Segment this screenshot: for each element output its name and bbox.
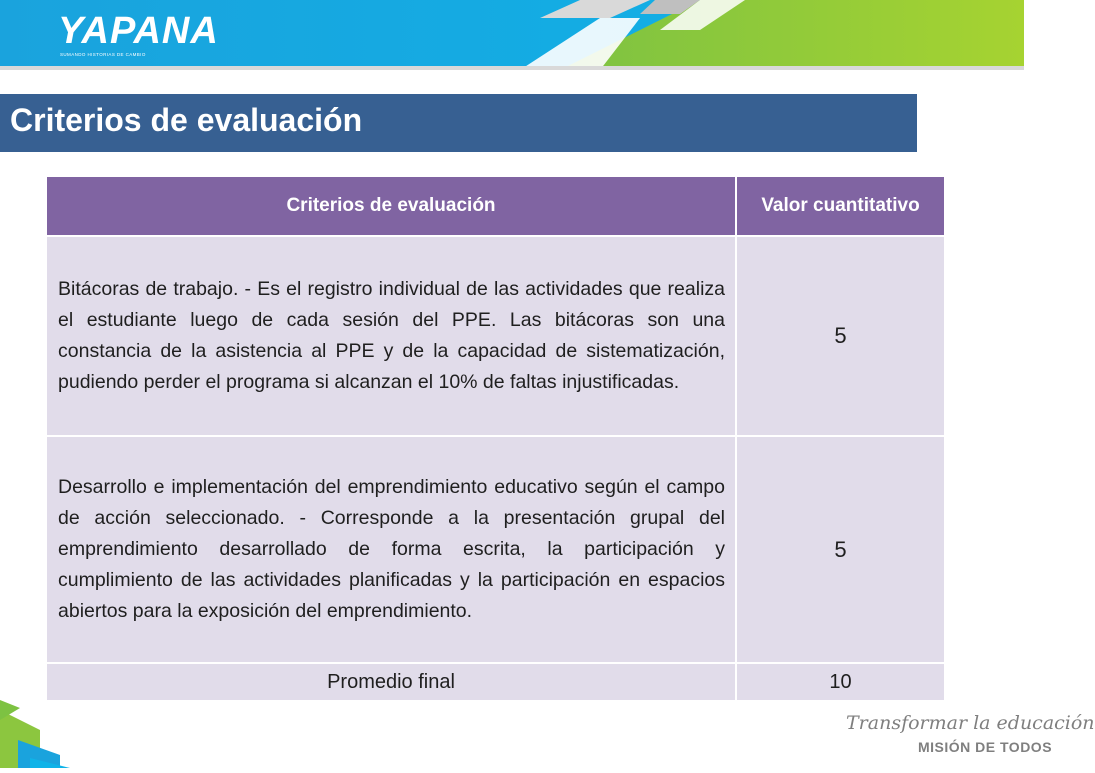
criterion-text: Bitácoras de trabajo. - Es el registro individual de las actividades que realiza el estudiante luego de cada sesión del PPE. Las bitácoras son una constancia de la asistencia al PPE y de la capacidad de sistematización, pudiendo perder el programa si alcanzan el 10% de faltas injustificadas.	[46, 236, 736, 436]
footer-decoration	[0, 700, 70, 773]
criterion-value: 5	[736, 436, 945, 663]
page-title: Criterios de evaluación	[10, 102, 363, 138]
criterion-value: 5	[736, 236, 945, 436]
table-row	[46, 236, 945, 436]
table-row	[46, 436, 945, 663]
header-value: Valor cuantitativo	[736, 176, 945, 236]
header-band	[0, 0, 1024, 70]
criteria-table	[45, 175, 946, 702]
yapana-logo	[58, 10, 219, 62]
total-value: 10	[736, 663, 945, 701]
total-label: Promedio final	[46, 663, 736, 701]
footer-shapes	[0, 700, 70, 768]
slogan-script: Transformar la educación	[846, 712, 1095, 734]
slogan	[846, 712, 1095, 760]
header-criteria: Criterios de evaluación	[46, 176, 736, 236]
total-row	[46, 663, 945, 701]
logo-tagline: SUMANDO HISTORIAS DE CAMBIO	[60, 52, 146, 57]
table-header-row	[46, 176, 945, 236]
criterion-text: Desarrollo e implementación del emprendimiento educativo según el campo de acción seleccionado. - Corresponde a la presentación grupal del emprendimiento desarrollado de forma escrita, la participación y cumplimiento de las actividades planificadas y la participación en espacios abiertos para la exposición del emprendimiento.	[46, 436, 736, 663]
slogan-caps: MISIÓN DE TODOS	[918, 739, 1053, 755]
logo-text: YAPANA	[58, 10, 219, 52]
